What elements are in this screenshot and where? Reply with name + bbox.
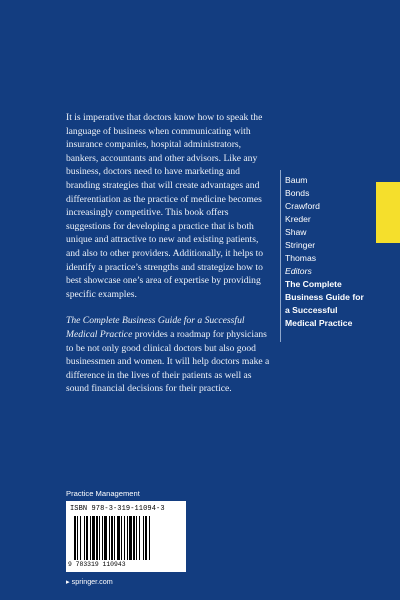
- editors-label: Editors: [285, 266, 312, 276]
- accent-bar: [376, 182, 400, 243]
- blurb-book-title: The Complete Business Guide for a Successful Medical Practice: [66, 315, 245, 340]
- publisher-website: [66, 577, 113, 586]
- website-link[interactable]: springer.com: [71, 577, 113, 586]
- author-name: Kreder: [285, 214, 311, 224]
- author-name: Shaw: [285, 227, 307, 237]
- barcode-bars: [74, 516, 178, 560]
- author-name: Baum: [285, 175, 308, 185]
- book-title: The Complete Business Guide for a Successful Medical Practice: [285, 279, 364, 328]
- barcode: [66, 501, 186, 572]
- blurb-paragraph-2-text: provides a roadmap for physicians to be not only good clinical doctors but also good businessmen and women. It will help doctors make a difference in the lives of their patients as well as sound financial decisions for their practice.: [66, 328, 270, 395]
- barcode-digits: 9 783319 110943: [68, 561, 126, 568]
- vertical-divider: [280, 170, 281, 342]
- author-name: Bonds: [285, 188, 310, 198]
- author-name: Stringer: [285, 240, 316, 250]
- author-name: Thomas: [285, 253, 317, 263]
- arrow-icon: ▸: [66, 577, 70, 586]
- blurb-paragraph-2: [66, 314, 274, 396]
- category-label: Practice Management: [66, 489, 140, 498]
- author-list: [285, 174, 365, 330]
- blurb-text: [66, 111, 274, 409]
- author-name: Crawford: [285, 201, 320, 211]
- blurb-paragraph-1: It is imperative that doctors know how to speak the language of business when communicating with insurance companies, hospital administrators, bankers, accountants and other advisors. Like any business, doctors need to have marketing and branding strategies that will create advantages and differentiation as the practice of medicine becomes increasingly competitive. This book offers suggestions for developing a practice that is both unique and attractive to new and existing patients, and also to other providers. Additionally, it helps to identify a practice’s strengths and strategize how to best showcase one’s area of expertise by providing specific examples.: [66, 112, 264, 300]
- isbn-text: ISBN 978-3-319-11094-3: [70, 505, 165, 513]
